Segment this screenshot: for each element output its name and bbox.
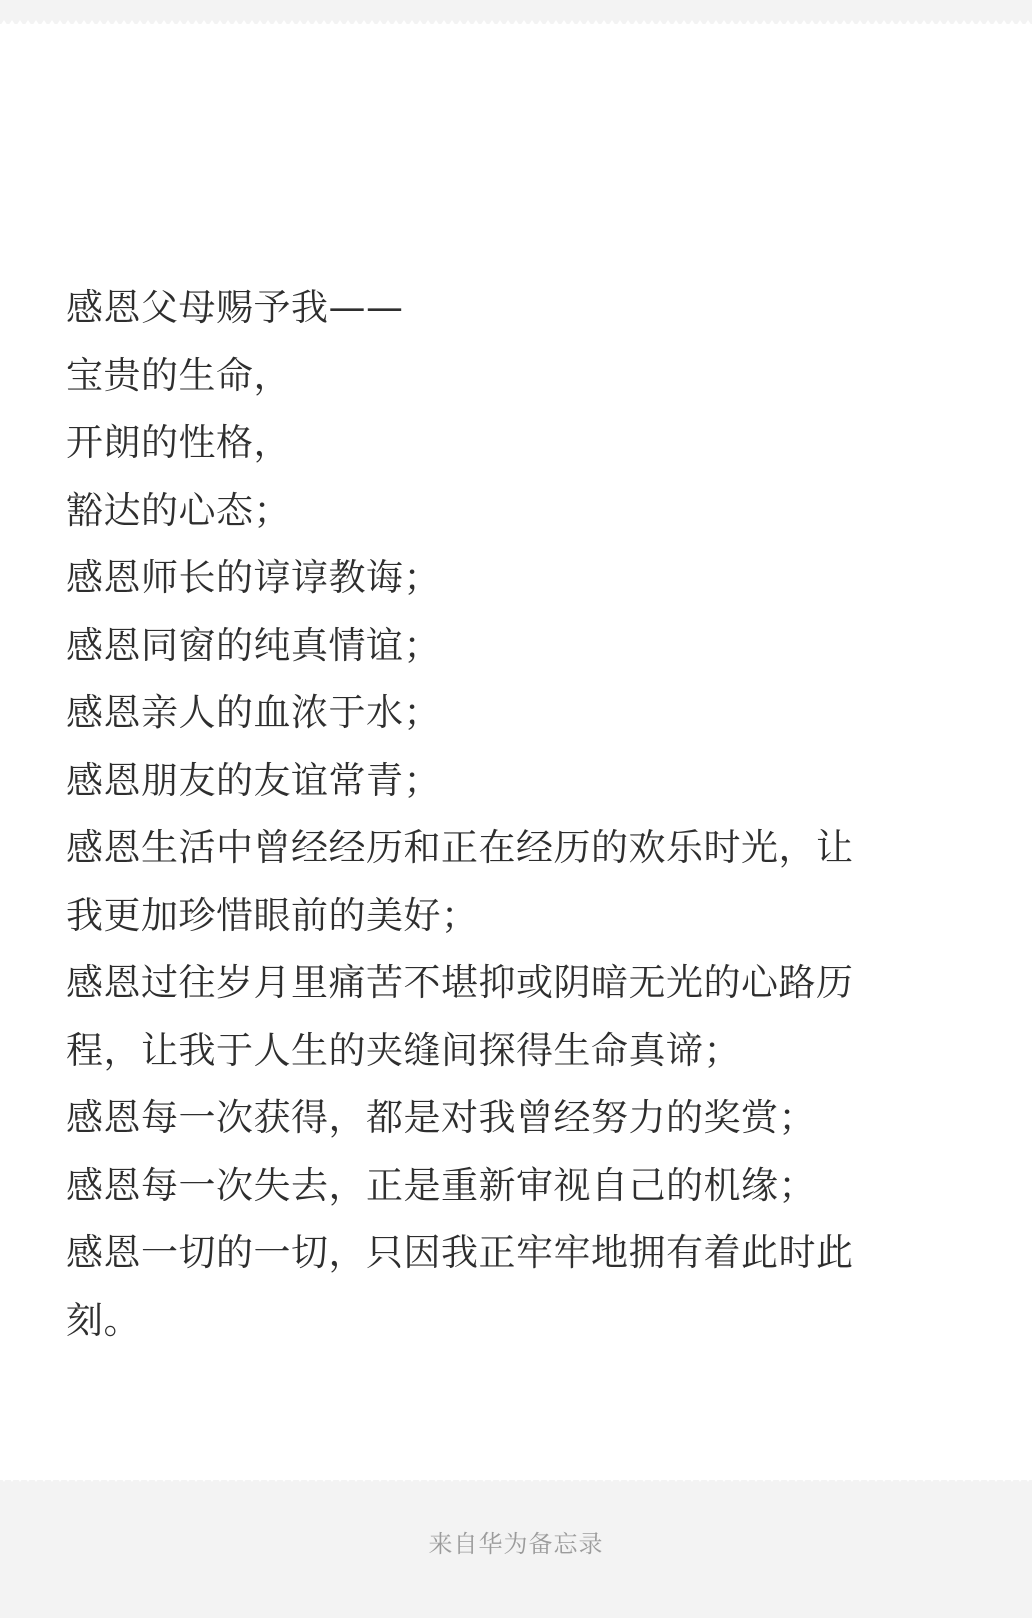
- note-line: 豁达的心态；: [66, 488, 291, 532]
- note-content: [66, 274, 946, 1354]
- note-line: 感恩每一次失去，正是重新审视自己的机缘；: [66, 1163, 816, 1207]
- note-line: 感恩同窗的纯真情谊；: [66, 623, 441, 667]
- note-line: 程，让我于人生的夹缝间探得生命真谛；: [66, 1028, 741, 1072]
- note-line: 感恩一切的一切，只因我正牢牢地拥有着此时此: [66, 1231, 854, 1274]
- note-line: 感恩师长的谆谆教诲；: [66, 556, 441, 599]
- note-line: 感恩过往岁月里痛苦不堪抑或阴暗无光的心路历: [66, 961, 854, 1004]
- note-line: 感恩亲人的血浓于水；: [66, 691, 441, 734]
- note-line: 宝贵的生命，: [66, 353, 291, 397]
- note-line: 感恩生活中曾经经历和正在经历的欢乐时光，让: [66, 826, 854, 869]
- note-line: 我更加珍惜眼前的美好；: [66, 893, 479, 937]
- note-line: 感恩每一次获得，都是对我曾经努力的奖赏；: [66, 1096, 816, 1139]
- note-line: 感恩朋友的友谊常青；: [66, 758, 441, 802]
- source-attribution: 来自华为备忘录: [428, 1530, 604, 1558]
- note-bottom-edge: [0, 1476, 1032, 1484]
- note-line: 开朗的性格，: [66, 421, 291, 464]
- note-top-edge: [0, 18, 1032, 26]
- note-line: 刻。: [66, 1298, 141, 1342]
- note-line: 感恩父母赐予我——: [66, 286, 404, 329]
